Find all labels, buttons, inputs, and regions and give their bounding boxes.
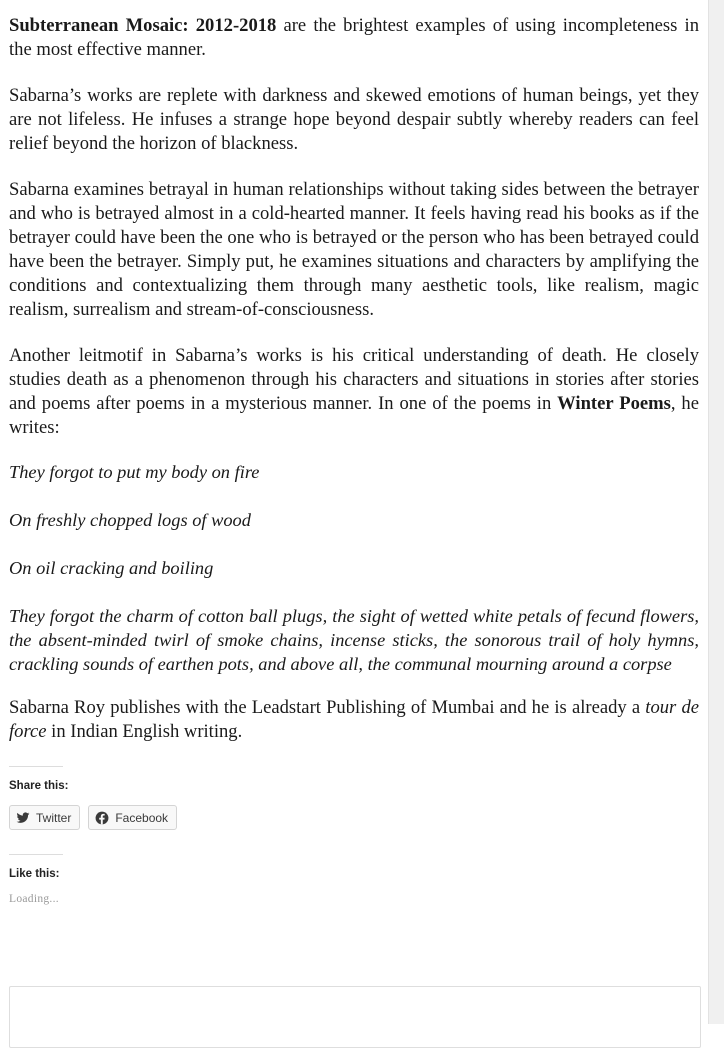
facebook-share-button[interactable]: [88, 805, 177, 830]
verse-stanza-4: They forgot the charm of cotton ball plugs, the sight of wetted white petals of fecund flowers, the absent-minded twirl of smoke chains, incense sticks, the sonorous trail of holy hymns, crackling sounds of earthen pots, and above all, the communal mourning around a corpse: [9, 606, 699, 674]
like-section: [9, 854, 699, 905]
likes-loading-status: Loading...: [9, 893, 59, 905]
article-body: [9, 14, 699, 905]
paragraph-leitmotif-text: Another leitmotif in Sabarna’s works is his critical understanding of death. He closely studies death as a phenomenon through his characters and situations in stories after stories and poems after poems in a mysterious manner. In one of the poems in: [9, 345, 699, 414]
paragraph-betrayal: Sabarna examines betrayal in human relationships without taking sides between the betrayer and who is betrayed almost in a cold-hearted manner. It feels having read his books as if the betrayer could have been the one who is betrayed or the person who has been betrayed could have been the betrayer. Simply put, he examines situations and characters by amplifying the conditions and contextualizing them through many aesthetic tools, like realism, magic realism, surrealism and stream-of-consciousness.: [9, 179, 699, 320]
paragraph-intro-text: are the brightest examples of using incompleteness in the most effective manner.: [9, 15, 700, 60]
paragraph-publisher-tail: in Indian English writing.: [46, 721, 243, 742]
paragraph-darkness: Sabarna’s works are replete with darkness and skewed emotions of human beings, yet they are not lifeless. He infuses a strange hope beyond despair subtly whereby readers can feel relief beyond the horizon of blackness.: [9, 85, 699, 154]
verse-line-2: On freshly chopped logs of wood: [9, 510, 251, 530]
share-buttons: [9, 805, 699, 830]
paragraph-publisher: [9, 696, 699, 744]
facebook-f-icon: [95, 811, 109, 825]
verse-line-1: They forgot to put my body on fire: [9, 462, 260, 482]
book-title-subterranean-mosaic: Subterranean Mosaic: 2012-2018: [9, 15, 277, 36]
facebook-share-label: Facebook: [115, 810, 169, 825]
like-divider: [9, 854, 63, 855]
book-title-winter-poems: Winter Poems: [557, 393, 671, 414]
like-heading: Like this:: [9, 868, 60, 880]
paragraph-leitmotif: [9, 344, 699, 440]
share-divider: [9, 766, 63, 767]
verse-line-3: On oil cracking and boiling: [9, 558, 214, 578]
twitter-bird-icon: [16, 811, 30, 825]
twitter-share-button[interactable]: [9, 805, 80, 830]
paragraph-leitmotif-tail: , he writes:: [9, 393, 699, 438]
share-section: [9, 766, 699, 830]
phrase-tour-de-force: tour de force: [9, 697, 699, 742]
paragraph-publisher-text: Sabarna Roy publishes with the Leadstart Publishing of Mumbai and he is already a: [9, 697, 646, 718]
vertical-scrollbar[interactable]: [708, 0, 724, 1024]
next-widget-frame: [9, 986, 701, 1048]
share-heading: Share this:: [9, 780, 69, 792]
twitter-share-label: Twitter: [36, 810, 72, 825]
paragraph-intro: [9, 14, 699, 62]
